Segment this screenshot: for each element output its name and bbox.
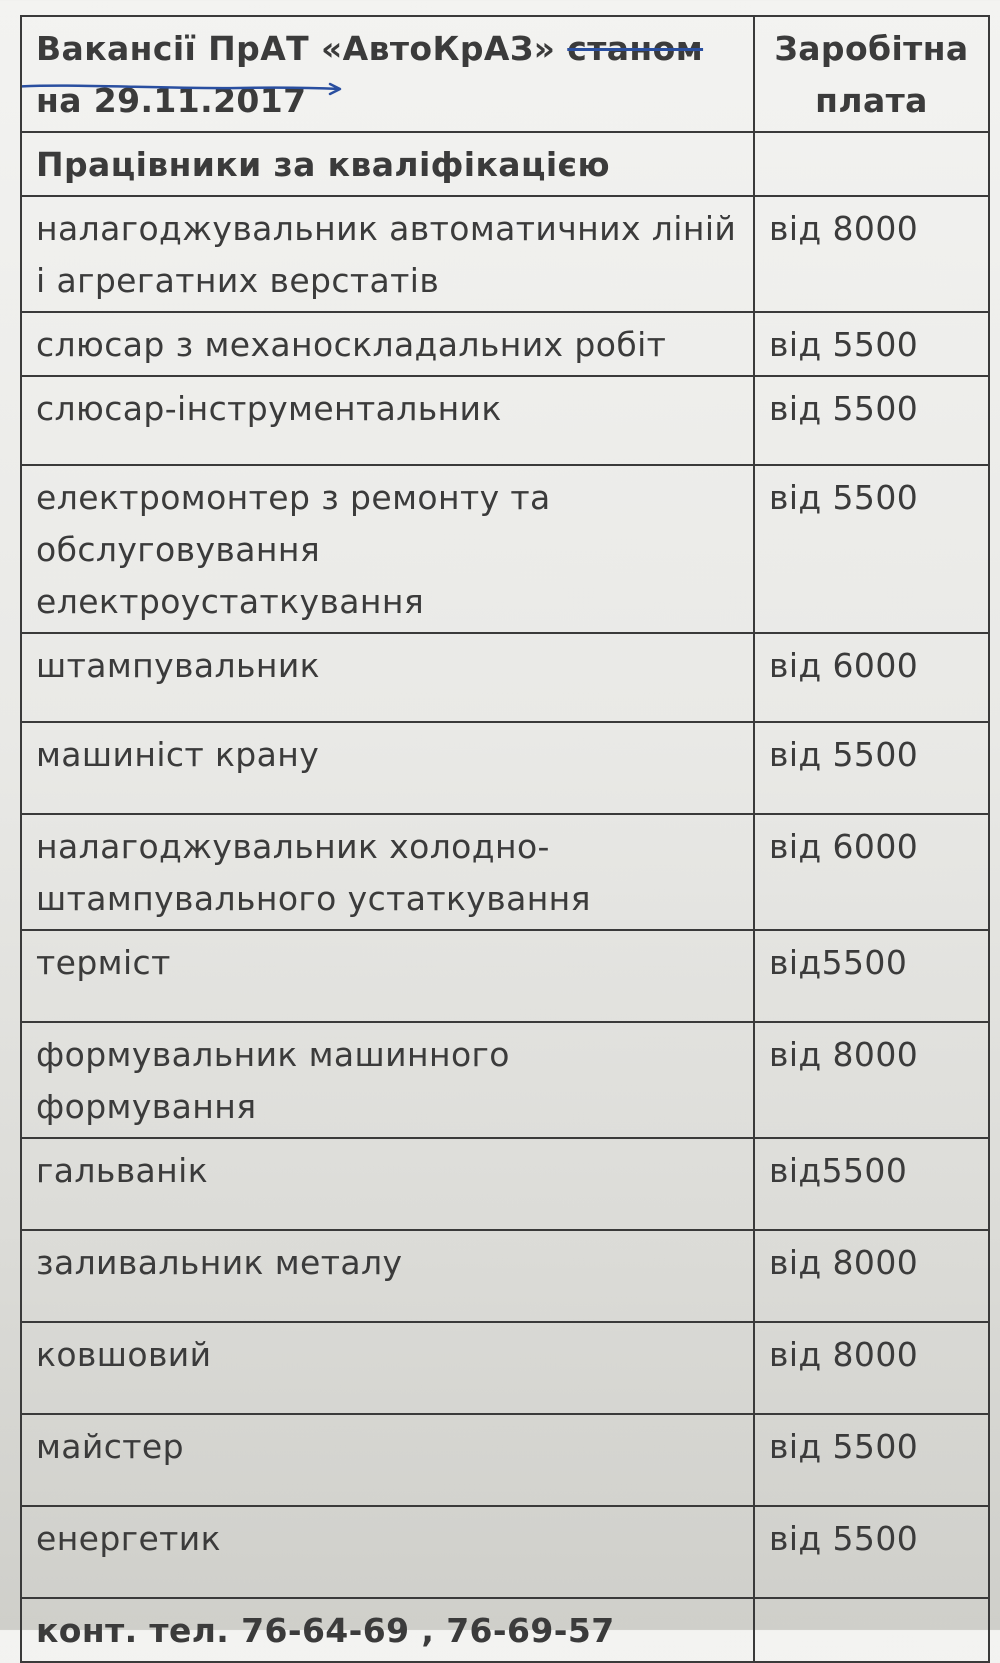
salary-cell: від 8000 bbox=[754, 1230, 989, 1322]
table-row bbox=[21, 1322, 989, 1414]
position-cell: ковшовий bbox=[21, 1322, 754, 1414]
table-row bbox=[21, 1414, 989, 1506]
salary-cell: від5500 bbox=[754, 930, 989, 1022]
position-cell: слюсар з механоскладальних робіт bbox=[21, 312, 754, 376]
table-row bbox=[21, 196, 989, 312]
table-row bbox=[21, 312, 989, 376]
position-cell: енергетик bbox=[21, 1506, 754, 1598]
position-cell: налагоджувальник автоматичних ліній і агрегатних верстатів bbox=[21, 196, 754, 312]
position-cell: машиніст крану bbox=[21, 722, 754, 814]
salary-header-line1: Заробітна bbox=[774, 29, 969, 68]
title-struck-word: станом bbox=[567, 29, 704, 68]
contact-phones: конт. тел. 76-64-69 , 76-69-57 bbox=[21, 1598, 754, 1662]
salary-cell: від 8000 bbox=[754, 196, 989, 312]
salary-cell: від 6000 bbox=[754, 633, 989, 722]
table-row bbox=[21, 376, 989, 465]
position-cell: слюсар-інструментальник bbox=[21, 376, 754, 465]
table-row bbox=[21, 1506, 989, 1598]
position-cell: майстер bbox=[21, 1414, 754, 1506]
position-cell: штампувальник bbox=[21, 633, 754, 722]
contact-empty bbox=[754, 1598, 989, 1662]
table-row bbox=[21, 722, 989, 814]
title-part1: Вакансії ПрАТ «АвтоКрАЗ» bbox=[36, 29, 568, 68]
salary-cell: від 5500 bbox=[754, 465, 989, 633]
header-row bbox=[21, 16, 989, 132]
table-title bbox=[21, 16, 754, 132]
table-row bbox=[21, 465, 989, 633]
salary-header bbox=[754, 16, 989, 132]
table-row bbox=[21, 930, 989, 1022]
salary-header-line2: плата bbox=[815, 81, 928, 120]
salary-cell: від 5500 bbox=[754, 376, 989, 465]
section-title: Працівники за кваліфікацією bbox=[21, 132, 754, 196]
salary-cell: від 6000 bbox=[754, 814, 989, 930]
table-row bbox=[21, 814, 989, 930]
title-date: на 29.11.2017 bbox=[36, 81, 307, 120]
contact-row bbox=[21, 1598, 989, 1662]
salary-cell: від 5500 bbox=[754, 1506, 989, 1598]
table-row bbox=[21, 633, 989, 722]
table-row bbox=[21, 1230, 989, 1322]
salary-cell: від 8000 bbox=[754, 1322, 989, 1414]
salary-cell: від 5500 bbox=[754, 1414, 989, 1506]
section-salary-empty bbox=[754, 132, 989, 196]
position-cell: заливальник металу bbox=[21, 1230, 754, 1322]
table-row bbox=[21, 1022, 989, 1138]
table-row bbox=[21, 1138, 989, 1230]
position-cell: гальванік bbox=[21, 1138, 754, 1230]
salary-cell: від 8000 bbox=[754, 1022, 989, 1138]
position-cell: електромонтер з ремонту та обслуговування електроустаткування bbox=[21, 465, 754, 633]
position-cell: налагоджувальник холодно-штампувального устаткування bbox=[21, 814, 754, 930]
salary-cell: від5500 bbox=[754, 1138, 989, 1230]
salary-cell: від 5500 bbox=[754, 312, 989, 376]
salary-cell: від 5500 bbox=[754, 722, 989, 814]
section-row bbox=[21, 132, 989, 196]
vacancy-table bbox=[20, 15, 990, 1663]
position-cell: терміст bbox=[21, 930, 754, 1022]
position-cell: формувальник машинного формування bbox=[21, 1022, 754, 1138]
